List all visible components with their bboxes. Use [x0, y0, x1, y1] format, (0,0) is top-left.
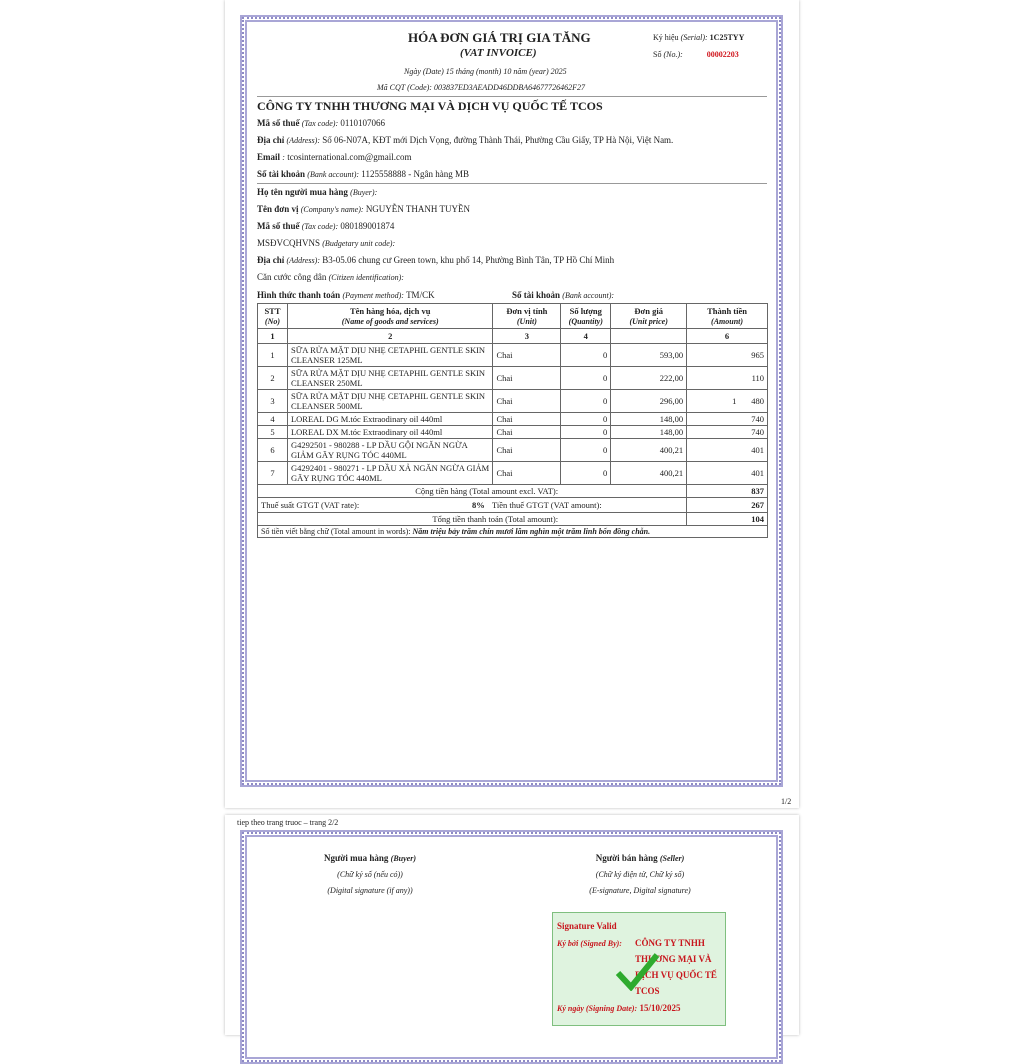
column-header — [258, 304, 288, 329]
field-label-en: (Bank account): — [307, 170, 360, 179]
seller-signature-block — [560, 853, 720, 895]
column-header — [561, 304, 611, 329]
item-name: SỮA RỬA MẶT DỊU NHẸ CETAPHIL GENTLE SKIN CLEANSER 250ML — [287, 367, 492, 390]
item-name: LOREAL DX M.tóc Extraodinary oil 440ml — [287, 426, 492, 439]
field-label-en: (Budgetary unit code): — [322, 239, 396, 248]
field-label: Địa chỉ — [257, 135, 285, 145]
bank-label: Số tài khoản — [512, 290, 561, 300]
table-row — [258, 413, 768, 426]
item-name: G4292401 - 980271 - LP DẦU XẢ NGĂN NGỪA GIẢM GÃY RỤNG TÓC 440ML — [287, 462, 492, 485]
words-value: Năm triệu bảy trăm chín mươi lăm nghìn một trăm linh bốn đồng chẵn. — [412, 527, 651, 536]
column-header-label-en: (Unit) — [516, 317, 537, 326]
buyer-title: Người mua hàng — [324, 853, 389, 863]
buyer-info-row — [257, 204, 470, 214]
column-header-label: STT — [264, 306, 281, 316]
item-unit-price: 296,00 — [611, 390, 687, 413]
row-number: 6 — [258, 439, 288, 462]
signed-by-line: DỊCH VỤ QUỐC TẾ — [635, 970, 717, 980]
digital-signature-box[interactable] — [552, 912, 726, 1026]
field-label: Mã số thuế — [257, 118, 300, 128]
item-quantity: 0 — [561, 344, 611, 367]
item-unit-price: 148,00 — [611, 413, 687, 426]
table-index-row — [258, 329, 768, 344]
buyer-info-row — [257, 221, 394, 231]
field-label-en: (Tax code): — [301, 119, 339, 128]
item-amount: 401 — [687, 439, 768, 462]
vat-amount: 267 — [687, 498, 768, 513]
signed-by-line: THƯƠNG MẠI VÀ — [635, 954, 712, 964]
no-label: Số — [653, 50, 662, 59]
row-number: 2 — [258, 367, 288, 390]
buyer-info-row — [257, 187, 377, 197]
column-header — [287, 304, 492, 329]
item-unit: Chai — [493, 439, 561, 462]
item-amount: 740 — [687, 426, 768, 439]
field-label-en: (Company's name): — [300, 205, 364, 214]
column-header — [687, 304, 768, 329]
payment-label: Hình thức thanh toán — [257, 290, 341, 300]
column-index: 6 — [687, 329, 768, 344]
words-label: Số tiền viết bằng chữ (Total amount in words): — [261, 527, 411, 536]
buyer-sig-note-en: (Digital signature (if any)) — [327, 886, 413, 895]
payment-method — [257, 290, 435, 300]
total-excl-row — [258, 485, 768, 498]
column-header-label-en: (Amount) — [711, 317, 744, 326]
buyer-sig-note: (Chữ ký số (nếu có)) — [337, 870, 403, 879]
signing-date: 15/10/2025 — [639, 1003, 681, 1013]
serial-label-en: (Serial): — [680, 33, 708, 42]
field-label: Địa chỉ — [257, 255, 285, 265]
item-name: SỮA RỬA MẶT DỊU NHẸ CETAPHIL GENTLE SKIN CLEANSER 500ML — [287, 390, 492, 413]
invoice-subtitle: (VAT INVOICE) — [460, 47, 537, 59]
seller-info-row — [257, 135, 673, 145]
item-unit: Chai — [493, 390, 561, 413]
table-row — [258, 390, 768, 413]
field-label: Mã số thuế — [257, 221, 300, 231]
field-label: MSĐVCQHVNS — [257, 238, 321, 248]
item-amount: 110 — [687, 367, 768, 390]
invoice-number: 00002203 — [706, 50, 739, 59]
cqt-code: Mã CQT (Code): 003837ED3AEADD46DDBA64677726462F27 — [377, 83, 586, 92]
item-name: G4292501 - 980288 - LP DẦU GỘI NGĂN NGỪA GIẢM GÃY RỤNG TÓC 440ML — [287, 439, 492, 462]
vat-row — [258, 498, 768, 513]
column-header-label-en: (Quantity) — [568, 317, 603, 326]
no-label-en: (No.): — [663, 50, 683, 59]
column-header — [493, 304, 561, 329]
field-label-en: (Citizen identification): — [328, 273, 404, 282]
table-row — [258, 439, 768, 462]
page-number: 1/2 — [781, 797, 792, 806]
buyer-info-row — [257, 272, 404, 282]
column-header-label-en: (No) — [264, 317, 281, 326]
item-quantity: 0 — [561, 413, 611, 426]
row-number: 7 — [258, 462, 288, 485]
item-unit-price: 593,00 — [611, 344, 687, 367]
bank-label-en: (Bank account): — [562, 291, 615, 300]
field-value: B3-05.06 chung cư Green town, khu phố 14, Phường Bình Tân, TP Hồ Chí Minh — [322, 255, 615, 265]
seller-sig-note-en: (E-signature, Digital signature) — [589, 886, 691, 895]
item-unit: Chai — [493, 367, 561, 390]
item-amount: 965 — [687, 344, 768, 367]
row-number: 1 — [258, 344, 288, 367]
field-value: 080189001874 — [340, 221, 395, 231]
total-value: 104 — [687, 513, 768, 526]
vat-rate: 8% — [472, 500, 485, 510]
item-quantity: 0 — [561, 390, 611, 413]
column-header-label-en: (Unit price) — [629, 317, 668, 326]
column-index: 3 — [493, 329, 561, 344]
field-label-en: (Tax code): — [301, 222, 339, 231]
serial — [653, 33, 744, 42]
field-value: tcosinternational.com@gmail.com — [287, 152, 412, 162]
table-row — [258, 367, 768, 390]
field-label-en: (Address): — [286, 256, 320, 265]
field-label-en: : — [282, 153, 285, 162]
buyer-signature-block — [290, 853, 450, 895]
item-amount: 401 — [687, 462, 768, 485]
column-header-label-en: (Name of goods and services) — [341, 317, 439, 326]
item-quantity: 0 — [561, 462, 611, 485]
row-number: 4 — [258, 413, 288, 426]
column-header-label: Tên hàng hóa, dịch vụ — [349, 306, 431, 316]
table-header-row — [258, 304, 768, 329]
field-value: 1125558888 - Ngân hàng MB — [361, 169, 469, 179]
item-unit: Chai — [493, 413, 561, 426]
invoice-no — [653, 50, 739, 59]
item-unit-price: 222,00 — [611, 367, 687, 390]
row-number: 3 — [258, 390, 288, 413]
item-unit-price: 148,00 — [611, 426, 687, 439]
buyer-bank-account — [512, 290, 614, 300]
field-label: Họ tên người mua hàng — [257, 187, 348, 197]
field-label: Căn cước công dân — [257, 272, 327, 282]
buyer-info-row — [257, 255, 614, 265]
row-number: 5 — [258, 426, 288, 439]
seller-title: Người bán hàng — [595, 853, 658, 863]
checkmark-icon — [615, 951, 659, 991]
table-row — [258, 426, 768, 439]
serial-value: 1C25TYY — [709, 33, 745, 42]
buyer-title-en: (Buyer) — [390, 854, 416, 863]
signed-by-line: TCOS — [635, 986, 660, 996]
item-name: SỮA RỬA MẶT DỊU NHẸ CETAPHIL GENTLE SKIN CLEANSER 125ML — [287, 344, 492, 367]
item-unit-price: 400,21 — [611, 462, 687, 485]
vat-rate-label: Thuế suất GTGT (VAT rate): — [261, 500, 360, 510]
field-label-en: (Buyer): — [350, 188, 378, 197]
field-label: Email — [257, 152, 281, 162]
signing-date-label: Ký ngày (Signing Date): — [557, 1004, 638, 1013]
column-index: 2 — [287, 329, 492, 344]
column-header — [611, 304, 687, 329]
column-index — [611, 329, 687, 344]
column-header-label: Số lượng — [569, 306, 602, 316]
vat-amount-label: Tiền thuế GTGT (VAT amount): — [492, 500, 602, 510]
total-row — [258, 513, 768, 526]
field-value: Số 06-N07A, KĐT mới Dịch Vọng, đường Thành Thái, Phường Cầu Giấy, TP Hà Nội, Việt Nam. — [322, 135, 674, 145]
field-label: Số tài khoản — [257, 169, 306, 179]
column-header-label: Thành tiền — [707, 306, 747, 316]
item-unit-price: 400,21 — [611, 439, 687, 462]
invoice-title: HÓA ĐƠN GIÁ TRỊ GIA TĂNG — [408, 30, 591, 45]
seller-info-row — [257, 152, 411, 162]
column-index: 4 — [561, 329, 611, 344]
field-label-en: (Address): — [286, 136, 320, 145]
item-unit: Chai — [493, 426, 561, 439]
serial-label: Ký hiệu — [653, 33, 679, 42]
column-index: 1 — [258, 329, 288, 344]
field-label: Tên đơn vị — [257, 204, 299, 214]
words-row — [258, 526, 768, 538]
signed-by-line: CÔNG TY TNHH — [635, 938, 705, 948]
column-header-label: Đơn giá — [634, 306, 663, 316]
items-table — [257, 303, 768, 538]
item-quantity: 0 — [561, 426, 611, 439]
seller-title-en: (Seller) — [659, 854, 685, 863]
item-unit: Chai — [493, 344, 561, 367]
item-name: LOREAL DG M.tóc Extraodinary oil 440ml — [287, 413, 492, 426]
total-excl-label: Cộng tiền hàng (Total amount excl. VAT): — [258, 485, 687, 498]
payment-value: TM/CK — [406, 290, 435, 300]
continued-note: tiep theo trang truoc – trang 2/2 — [237, 818, 339, 827]
seller-info-row — [257, 118, 385, 128]
item-unit: Chai — [493, 462, 561, 485]
item-quantity: 0 — [561, 439, 611, 462]
item-amount: 740 — [687, 413, 768, 426]
table-row — [258, 462, 768, 485]
field-value: NGUYỄN THANH TUYỀN — [365, 204, 470, 214]
payment-label-en: (Payment method): — [342, 291, 404, 300]
invoice-date: Ngày (Date) 15 tháng (month) 10 năm (year) 2025 — [404, 67, 567, 76]
total-label: Tổng tiền thanh toán (Total amount): — [258, 513, 687, 526]
column-header-label: Đơn vị tính — [506, 306, 548, 316]
item-quantity: 0 — [561, 367, 611, 390]
seller-info-row — [257, 169, 469, 179]
item-amount: 1 480 — [687, 390, 768, 413]
table-row — [258, 344, 768, 367]
seller-name: CÔNG TY TNHH THƯƠNG MẠI VÀ DỊCH VỤ QUỐC TẾ TCOS — [257, 99, 603, 113]
seller-sig-note: (Chữ ký điện tử, Chữ ký số) — [595, 870, 685, 879]
total-excl-value: 837 — [687, 485, 768, 498]
buyer-info-row — [257, 238, 395, 248]
field-value: 0110107066 — [340, 118, 386, 128]
signature-valid: Signature Valid — [557, 921, 617, 931]
signed-by-label: Ký bởi (Signed By): — [557, 939, 622, 948]
